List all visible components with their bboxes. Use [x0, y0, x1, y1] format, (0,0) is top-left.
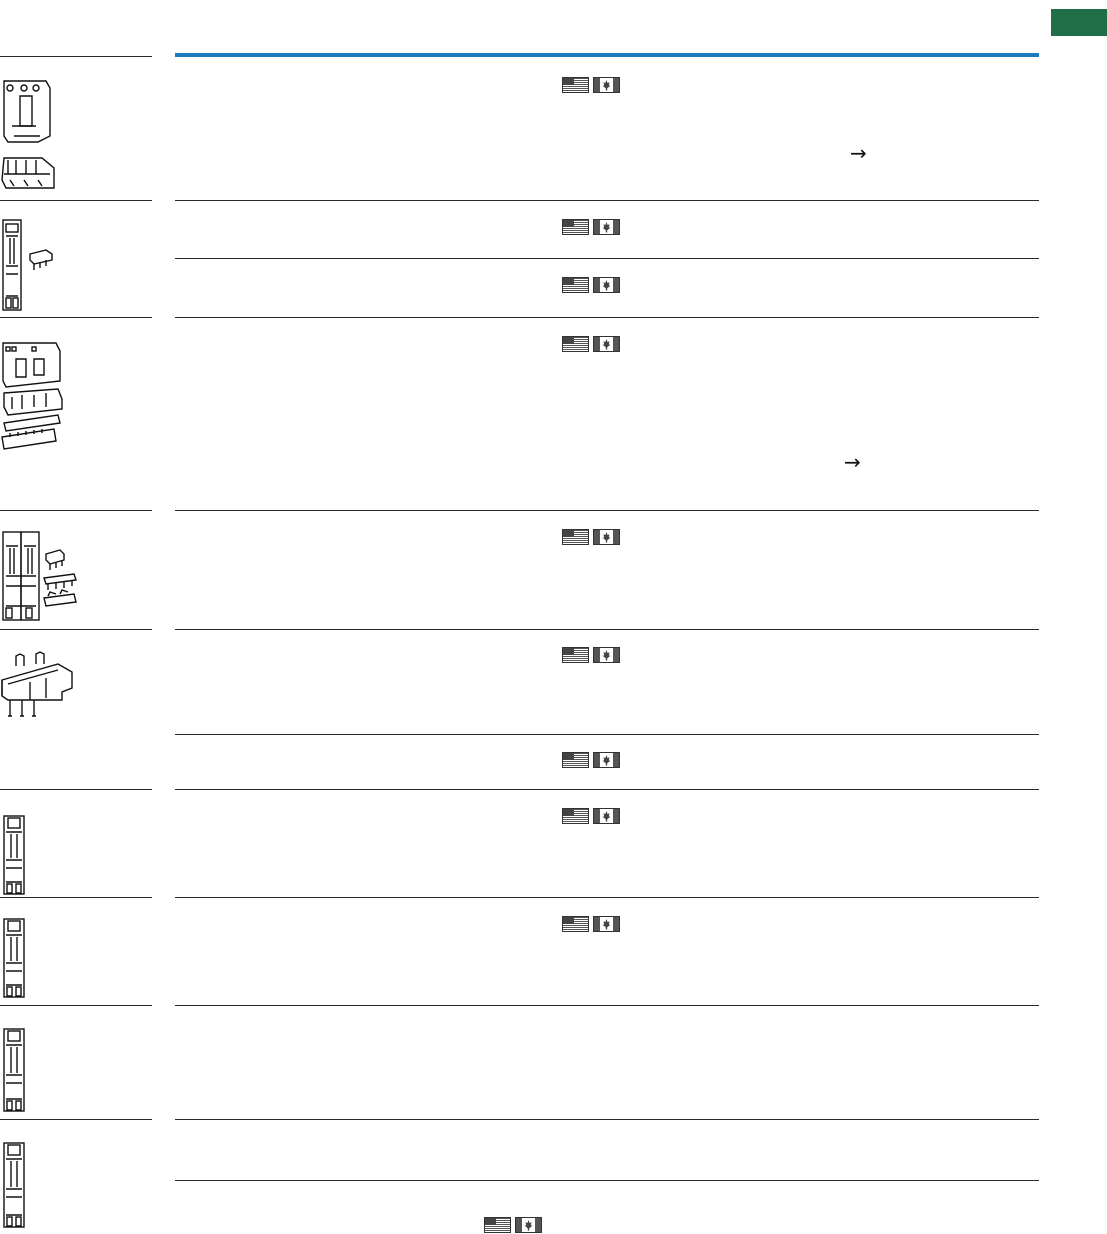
row-divider [175, 510, 1039, 511]
certification-flags [562, 529, 620, 545]
row-divider [175, 317, 1039, 318]
certification-flags [562, 277, 620, 293]
row-divider [175, 200, 1039, 201]
canada-flag-icon [593, 647, 620, 663]
row-divider [175, 789, 1039, 790]
row-divider [175, 258, 1039, 259]
header-rule-left [0, 56, 152, 57]
us-flag-icon [562, 336, 589, 352]
row-divider-left [0, 200, 152, 201]
three-pole-connector-icon [0, 650, 80, 720]
row-divider [175, 897, 1039, 898]
us-flag-icon [562, 752, 589, 768]
row-divider-left [0, 789, 152, 790]
certification-flags [562, 77, 620, 93]
section-tab-marker [1051, 9, 1107, 36]
rail-adapter-with-connector-icon [0, 218, 60, 312]
us-flag-icon [562, 808, 589, 824]
row-divider [175, 734, 1039, 735]
canada-flag-icon [593, 77, 620, 93]
certification-flags [562, 808, 620, 824]
row-divider-left [0, 317, 152, 318]
canada-flag-icon [593, 916, 620, 932]
mounting-plate-with-base-and-bus-icon [0, 337, 64, 455]
canada-flag-icon [515, 1217, 542, 1233]
canada-flag-icon [593, 529, 620, 545]
canada-flag-icon [593, 277, 620, 293]
mounting-plate-with-terminal-block-icon [0, 76, 60, 191]
us-flag-icon [562, 647, 589, 663]
certification-flags [562, 336, 620, 352]
din-rail-adapter-icon [0, 1027, 30, 1113]
us-flag-icon [562, 219, 589, 235]
canada-flag-icon [593, 336, 620, 352]
us-flag-icon [562, 277, 589, 293]
din-rail-adapter-icon [0, 814, 30, 896]
certification-flags [562, 916, 620, 932]
certification-flags [484, 1217, 542, 1233]
us-flag-icon [484, 1217, 511, 1233]
din-rail-adapter-icon [0, 1141, 30, 1229]
rail-adapter-with-link-kit-icon [0, 530, 80, 622]
canada-flag-icon [593, 752, 620, 768]
row-divider [175, 1005, 1039, 1006]
row-divider [175, 1180, 1039, 1181]
canada-flag-icon [593, 219, 620, 235]
header-rule-main [175, 53, 1039, 57]
row-divider-left [0, 510, 152, 511]
row-divider-left [0, 629, 152, 630]
certification-flags [562, 219, 620, 235]
row-divider-left [0, 897, 152, 898]
row-divider [175, 1119, 1039, 1120]
us-flag-icon [562, 77, 589, 93]
certification-flags [562, 752, 620, 768]
certification-flags [562, 647, 620, 663]
row-divider [175, 629, 1039, 630]
row-divider-left [0, 1119, 152, 1120]
row-divider-left [0, 1005, 152, 1006]
right-arrow-icon: → [844, 450, 861, 474]
us-flag-icon [562, 529, 589, 545]
din-rail-adapter-icon [0, 917, 30, 999]
us-flag-icon [562, 916, 589, 932]
canada-flag-icon [593, 808, 620, 824]
right-arrow-icon: → [850, 141, 867, 165]
